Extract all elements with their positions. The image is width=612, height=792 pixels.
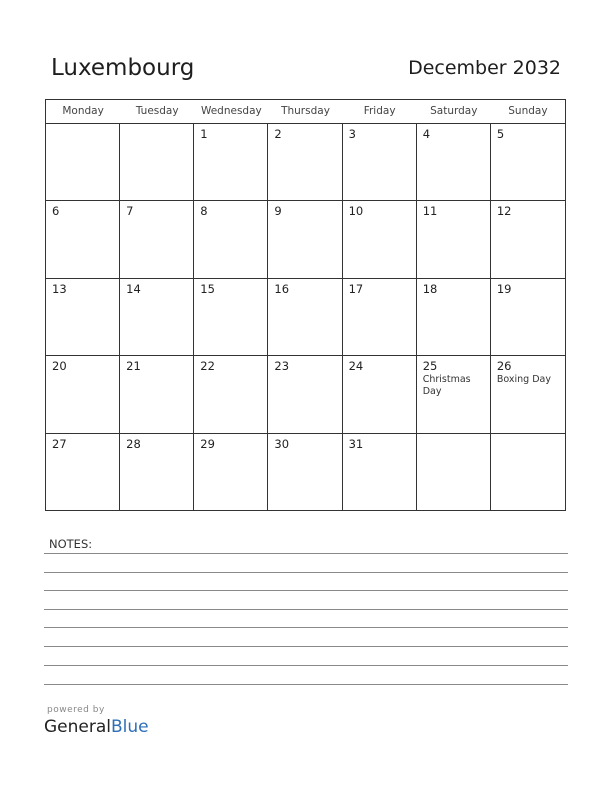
day-cell bbox=[194, 124, 268, 201]
day-number: 28 bbox=[126, 436, 141, 451]
day-number: 30 bbox=[274, 436, 290, 451]
day-cell bbox=[120, 356, 194, 433]
day-cell bbox=[120, 434, 194, 511]
weekday-sunday: Sunday bbox=[508, 105, 548, 117]
day-number: 16 bbox=[274, 281, 290, 296]
day-cell bbox=[491, 124, 565, 201]
day-number: 2 bbox=[274, 127, 282, 141]
day-number: 8 bbox=[200, 204, 208, 219]
day-cell bbox=[268, 356, 342, 433]
day-cell bbox=[120, 124, 194, 201]
day-number: 23 bbox=[274, 359, 290, 374]
day-number: 22 bbox=[200, 359, 215, 374]
note-line bbox=[44, 590, 568, 591]
day-cell bbox=[46, 124, 120, 201]
generalblue-logo bbox=[44, 717, 149, 737]
day-cell bbox=[343, 279, 417, 356]
day-number: 25 bbox=[422, 359, 438, 374]
holiday-label: Boxing Day bbox=[496, 374, 551, 386]
weekday-saturday: Saturday bbox=[430, 105, 478, 117]
day-cell bbox=[491, 201, 565, 278]
day-cell bbox=[194, 356, 268, 433]
day-cell bbox=[194, 434, 268, 511]
weekday-monday: Monday bbox=[62, 105, 104, 117]
holiday-label: Christmas Day bbox=[422, 374, 471, 398]
calendar-grid bbox=[45, 99, 566, 511]
day-cell bbox=[417, 356, 491, 433]
day-number: 20 bbox=[52, 359, 67, 374]
note-line bbox=[44, 665, 568, 666]
day-cell bbox=[343, 201, 417, 278]
day-cell bbox=[491, 434, 565, 511]
note-line bbox=[44, 627, 568, 628]
day-number: 5 bbox=[496, 127, 505, 141]
day-number: 11 bbox=[422, 204, 438, 219]
day-cell bbox=[491, 279, 565, 356]
calendar-weeks bbox=[46, 124, 565, 511]
day-number: 27 bbox=[52, 436, 67, 451]
powered-by-text: powered by bbox=[47, 705, 105, 715]
day-number: 1 bbox=[200, 127, 208, 141]
calendar-month: December 2032 bbox=[408, 57, 561, 79]
day-number: 24 bbox=[348, 359, 364, 374]
note-line bbox=[44, 609, 568, 610]
day-cell bbox=[343, 356, 417, 433]
day-number: 6 bbox=[52, 204, 60, 219]
brand-general: General bbox=[44, 717, 111, 737]
calendar-title: Luxembourg bbox=[51, 55, 195, 81]
day-number: 19 bbox=[496, 281, 512, 296]
day-cell bbox=[268, 201, 342, 278]
day-cell bbox=[417, 124, 491, 201]
day-number: 12 bbox=[496, 204, 512, 219]
weekday-header bbox=[46, 100, 565, 124]
day-number: 31 bbox=[348, 436, 364, 451]
notes-label: NOTES: bbox=[49, 537, 93, 551]
day-number: 14 bbox=[126, 281, 141, 296]
note-line bbox=[44, 553, 568, 554]
day-cell bbox=[120, 279, 194, 356]
day-cell bbox=[343, 124, 417, 201]
day-cell bbox=[268, 434, 342, 511]
day-cell bbox=[417, 201, 491, 278]
day-number: 17 bbox=[348, 281, 364, 296]
weekday-tuesday: Tuesday bbox=[135, 105, 179, 117]
brand-blue: Blue bbox=[111, 717, 149, 737]
day-cell bbox=[46, 279, 120, 356]
day-number: 9 bbox=[274, 204, 282, 219]
day-number: 26 bbox=[496, 359, 512, 374]
day-number: 4 bbox=[422, 127, 431, 141]
day-cell bbox=[194, 201, 268, 278]
day-number: 21 bbox=[126, 359, 141, 374]
day-number: 18 bbox=[422, 281, 438, 296]
day-cell bbox=[120, 201, 194, 278]
day-cell bbox=[268, 279, 342, 356]
day-cell bbox=[46, 356, 120, 433]
weekday-wednesday: Wednesday bbox=[200, 105, 262, 117]
note-line bbox=[44, 572, 568, 573]
day-number: 10 bbox=[348, 204, 364, 219]
day-number: 3 bbox=[348, 127, 356, 141]
day-number: 7 bbox=[126, 204, 134, 219]
day-cell bbox=[417, 279, 491, 356]
day-cell bbox=[194, 279, 268, 356]
note-line bbox=[44, 684, 568, 685]
day-cell bbox=[491, 356, 565, 433]
day-cell bbox=[417, 434, 491, 511]
day-cell bbox=[268, 124, 342, 201]
day-cell bbox=[46, 201, 120, 278]
note-line bbox=[44, 646, 568, 647]
day-number: 29 bbox=[200, 436, 215, 451]
day-cell bbox=[343, 434, 417, 511]
day-cell bbox=[46, 434, 120, 511]
day-number: 13 bbox=[52, 281, 67, 296]
weekday-thursday: Thursday bbox=[281, 105, 330, 117]
weekday-friday: Friday bbox=[363, 105, 396, 117]
day-number: 15 bbox=[200, 281, 215, 296]
